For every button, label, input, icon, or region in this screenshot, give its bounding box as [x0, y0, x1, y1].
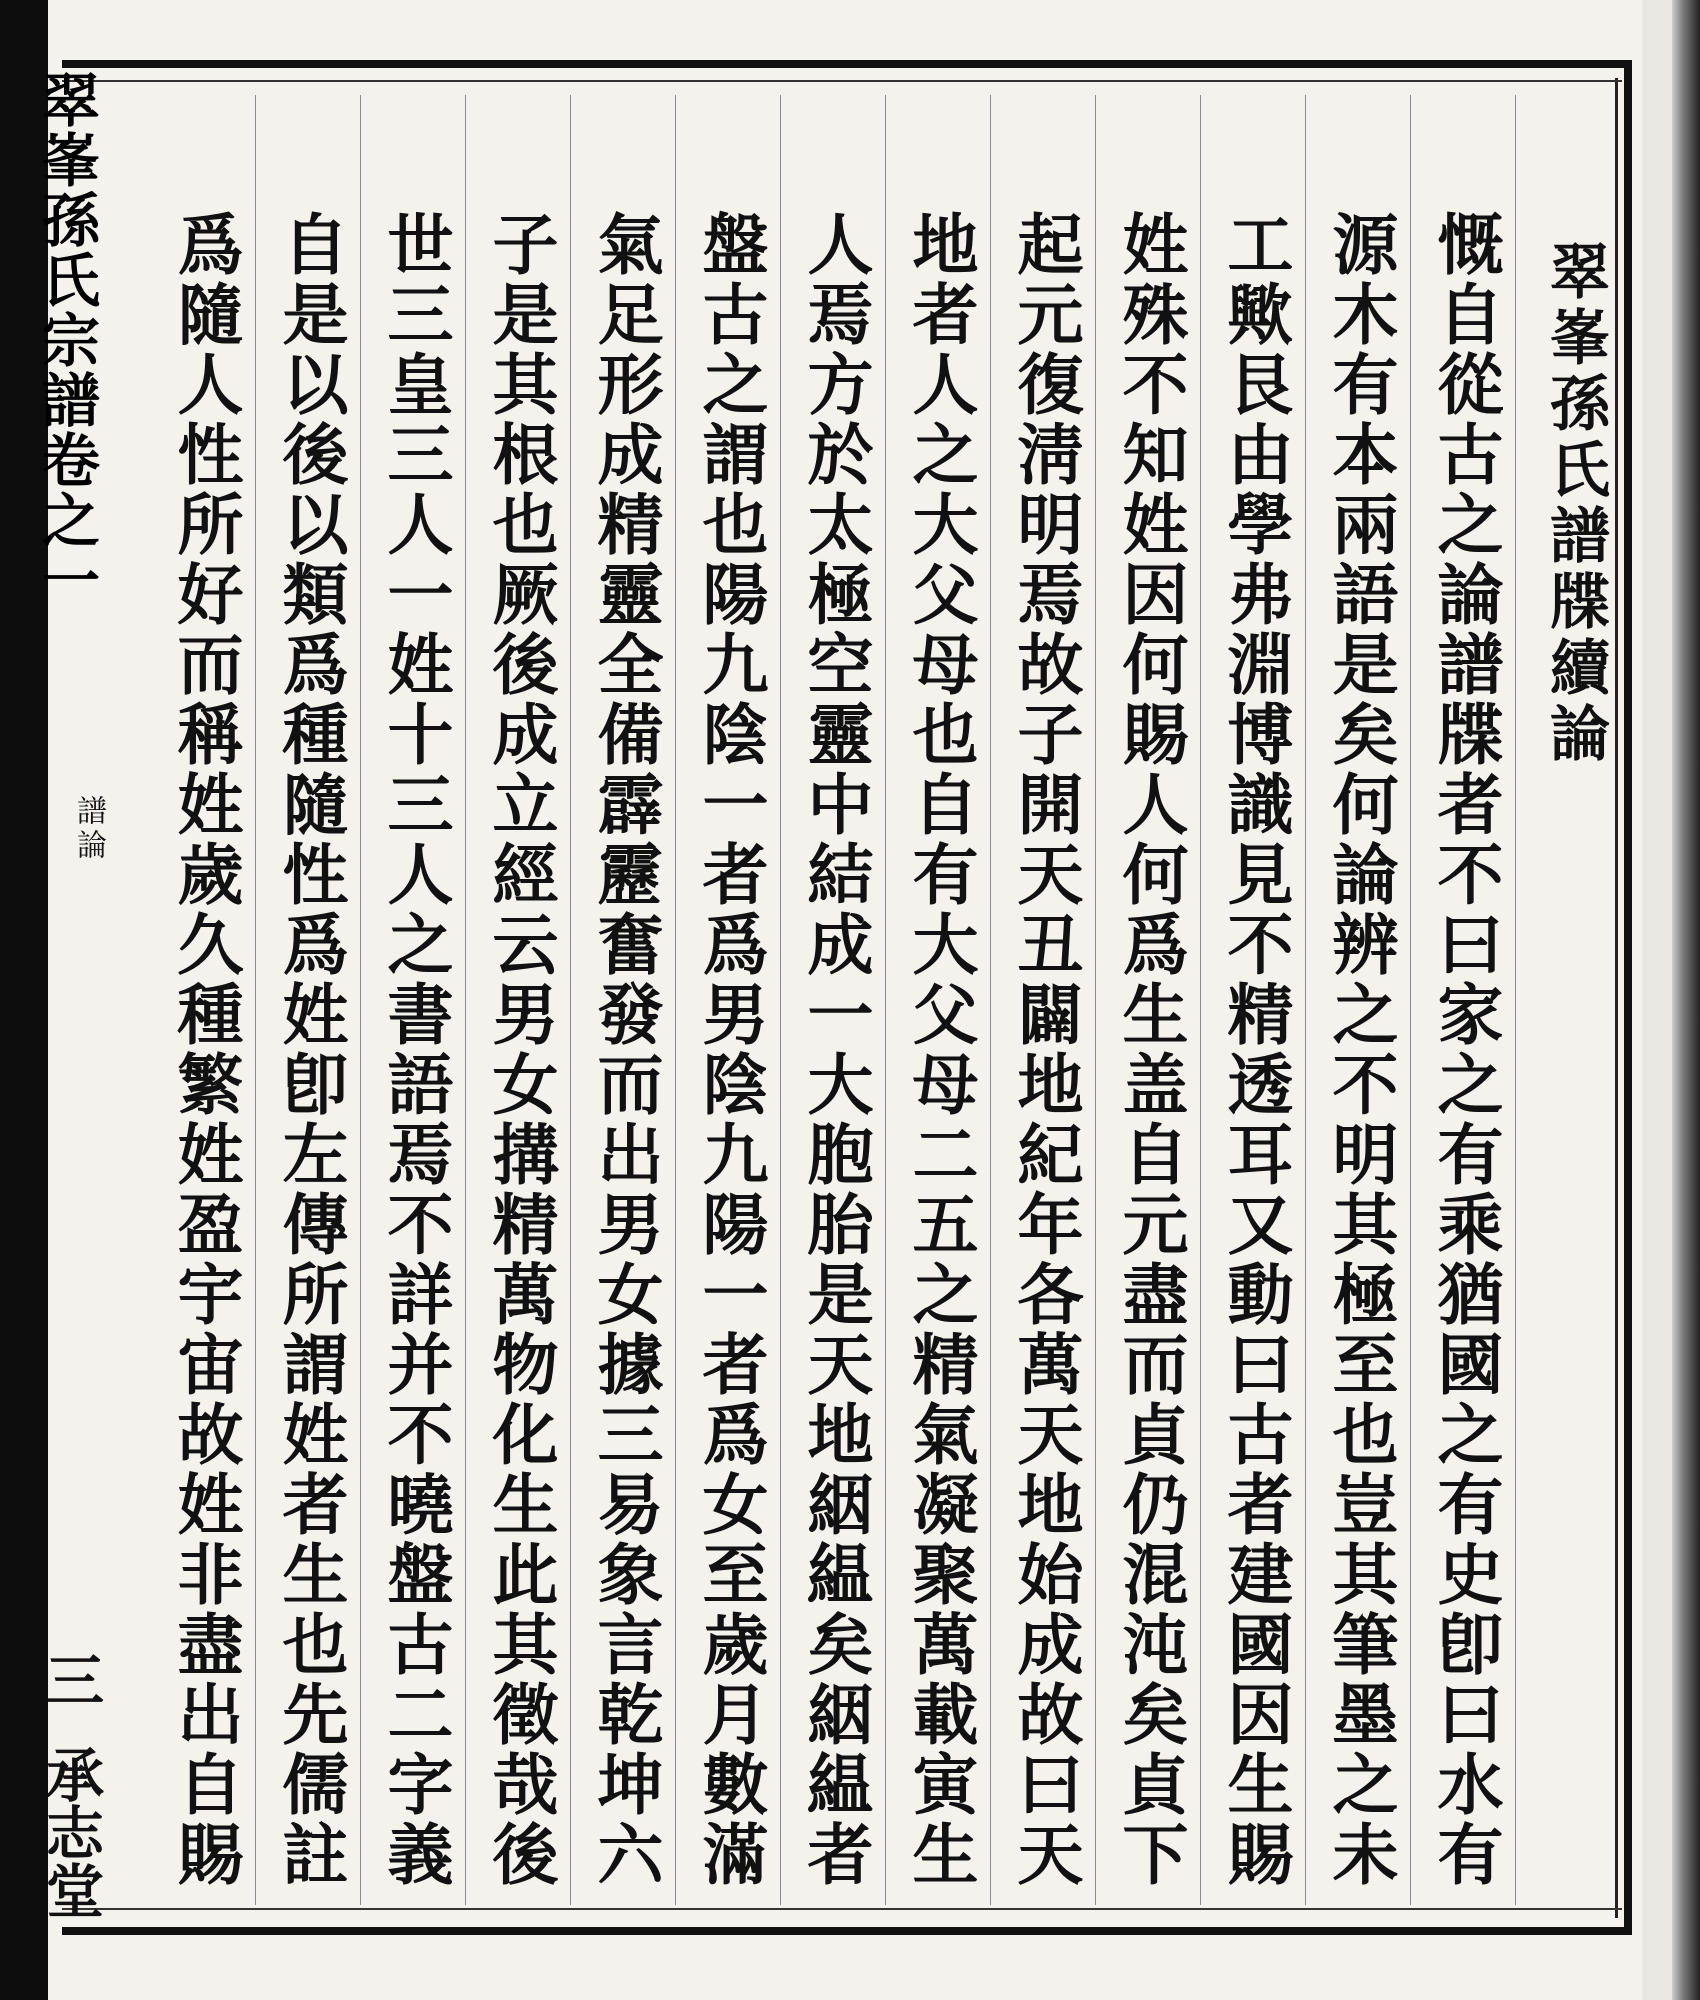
column-rule: [990, 95, 991, 1905]
text-column-11: 世三皇三人一姓十三人之書語焉不詳并不曉盤古二字義: [376, 210, 454, 1890]
hall-name: 承志堂: [36, 1745, 104, 1919]
text-column-1: 慨自從古之論譜牒者不曰家之有乘猶國之有史卽曰水有: [1426, 210, 1504, 1890]
volume-label: 卷之一: [32, 430, 100, 610]
column-rule: [885, 95, 886, 1905]
frame-bottom-rule: [62, 1908, 1622, 1910]
section-label: 譜論: [71, 795, 106, 863]
frame-inner-rule: [1615, 78, 1618, 1918]
column-rule: [1200, 95, 1201, 1905]
text-column-5: 起元復淸明焉故子開天丑闢地紀年各萬天地始成故曰天: [1006, 210, 1084, 1890]
document-title: 翠峯孫氏譜牒續論: [1540, 240, 1610, 768]
text-column-4: 姓殊不知姓因何賜人何爲生盖自元盡而貞仍混沌矣貞下: [1111, 210, 1189, 1890]
text-column-13: 爲隨人性所好而稱姓歲久種繁姓盈宇宙故姓非盡出自賜: [166, 210, 244, 1890]
column-rule: [465, 95, 466, 1905]
column-rule: [255, 95, 256, 1905]
text-column-7: 人焉方於太極空靈中結成一大胞胎是天地絪緼矣絪緼者: [796, 210, 874, 1890]
column-rule: [1305, 95, 1306, 1905]
text-column-3: 工歟艮由學弗淵博識見不精透耳又動曰古者建國因生賜: [1216, 210, 1294, 1890]
column-rule: [1515, 95, 1516, 1905]
page-number: 三: [36, 1650, 104, 1708]
book-title-margin: [32, 70, 108, 610]
text-column-6: 地者人之大父母也自有大父母二五之精氣凝聚萬載寅生: [901, 210, 979, 1890]
column-rule: [1095, 95, 1096, 1905]
frame-top-rule: [62, 80, 1622, 82]
text-column-10: 子是其根也厥後成立經云男女搆精萬物化生此其徵哉後: [481, 210, 559, 1890]
text-column-12: 自是以後以類爲種隨性爲姓卽左傳所謂姓者生也先儒註: [271, 210, 349, 1890]
column-rule: [360, 95, 361, 1905]
column-rule: [780, 95, 781, 1905]
book-title: 翠峯孫氏宗譜: [32, 70, 100, 430]
column-rule: [570, 95, 571, 1905]
column-rule: [1410, 95, 1411, 1905]
column-rule: [675, 95, 676, 1905]
scan-right-margin: [1642, 0, 1672, 2000]
text-column-8: 盤古之謂也陽九陰一者爲男陰九陽一者爲女至歲月數滿: [691, 210, 769, 1890]
scan-right-edge: [1672, 0, 1700, 2000]
text-column-9: 氣足形成精靈全備霹靂奮發而出男女據三易象言乾坤六: [586, 210, 664, 1890]
text-column-2: 源木有本兩語是矣何論辨之不明其極至也豈其筆墨之未: [1321, 210, 1399, 1890]
